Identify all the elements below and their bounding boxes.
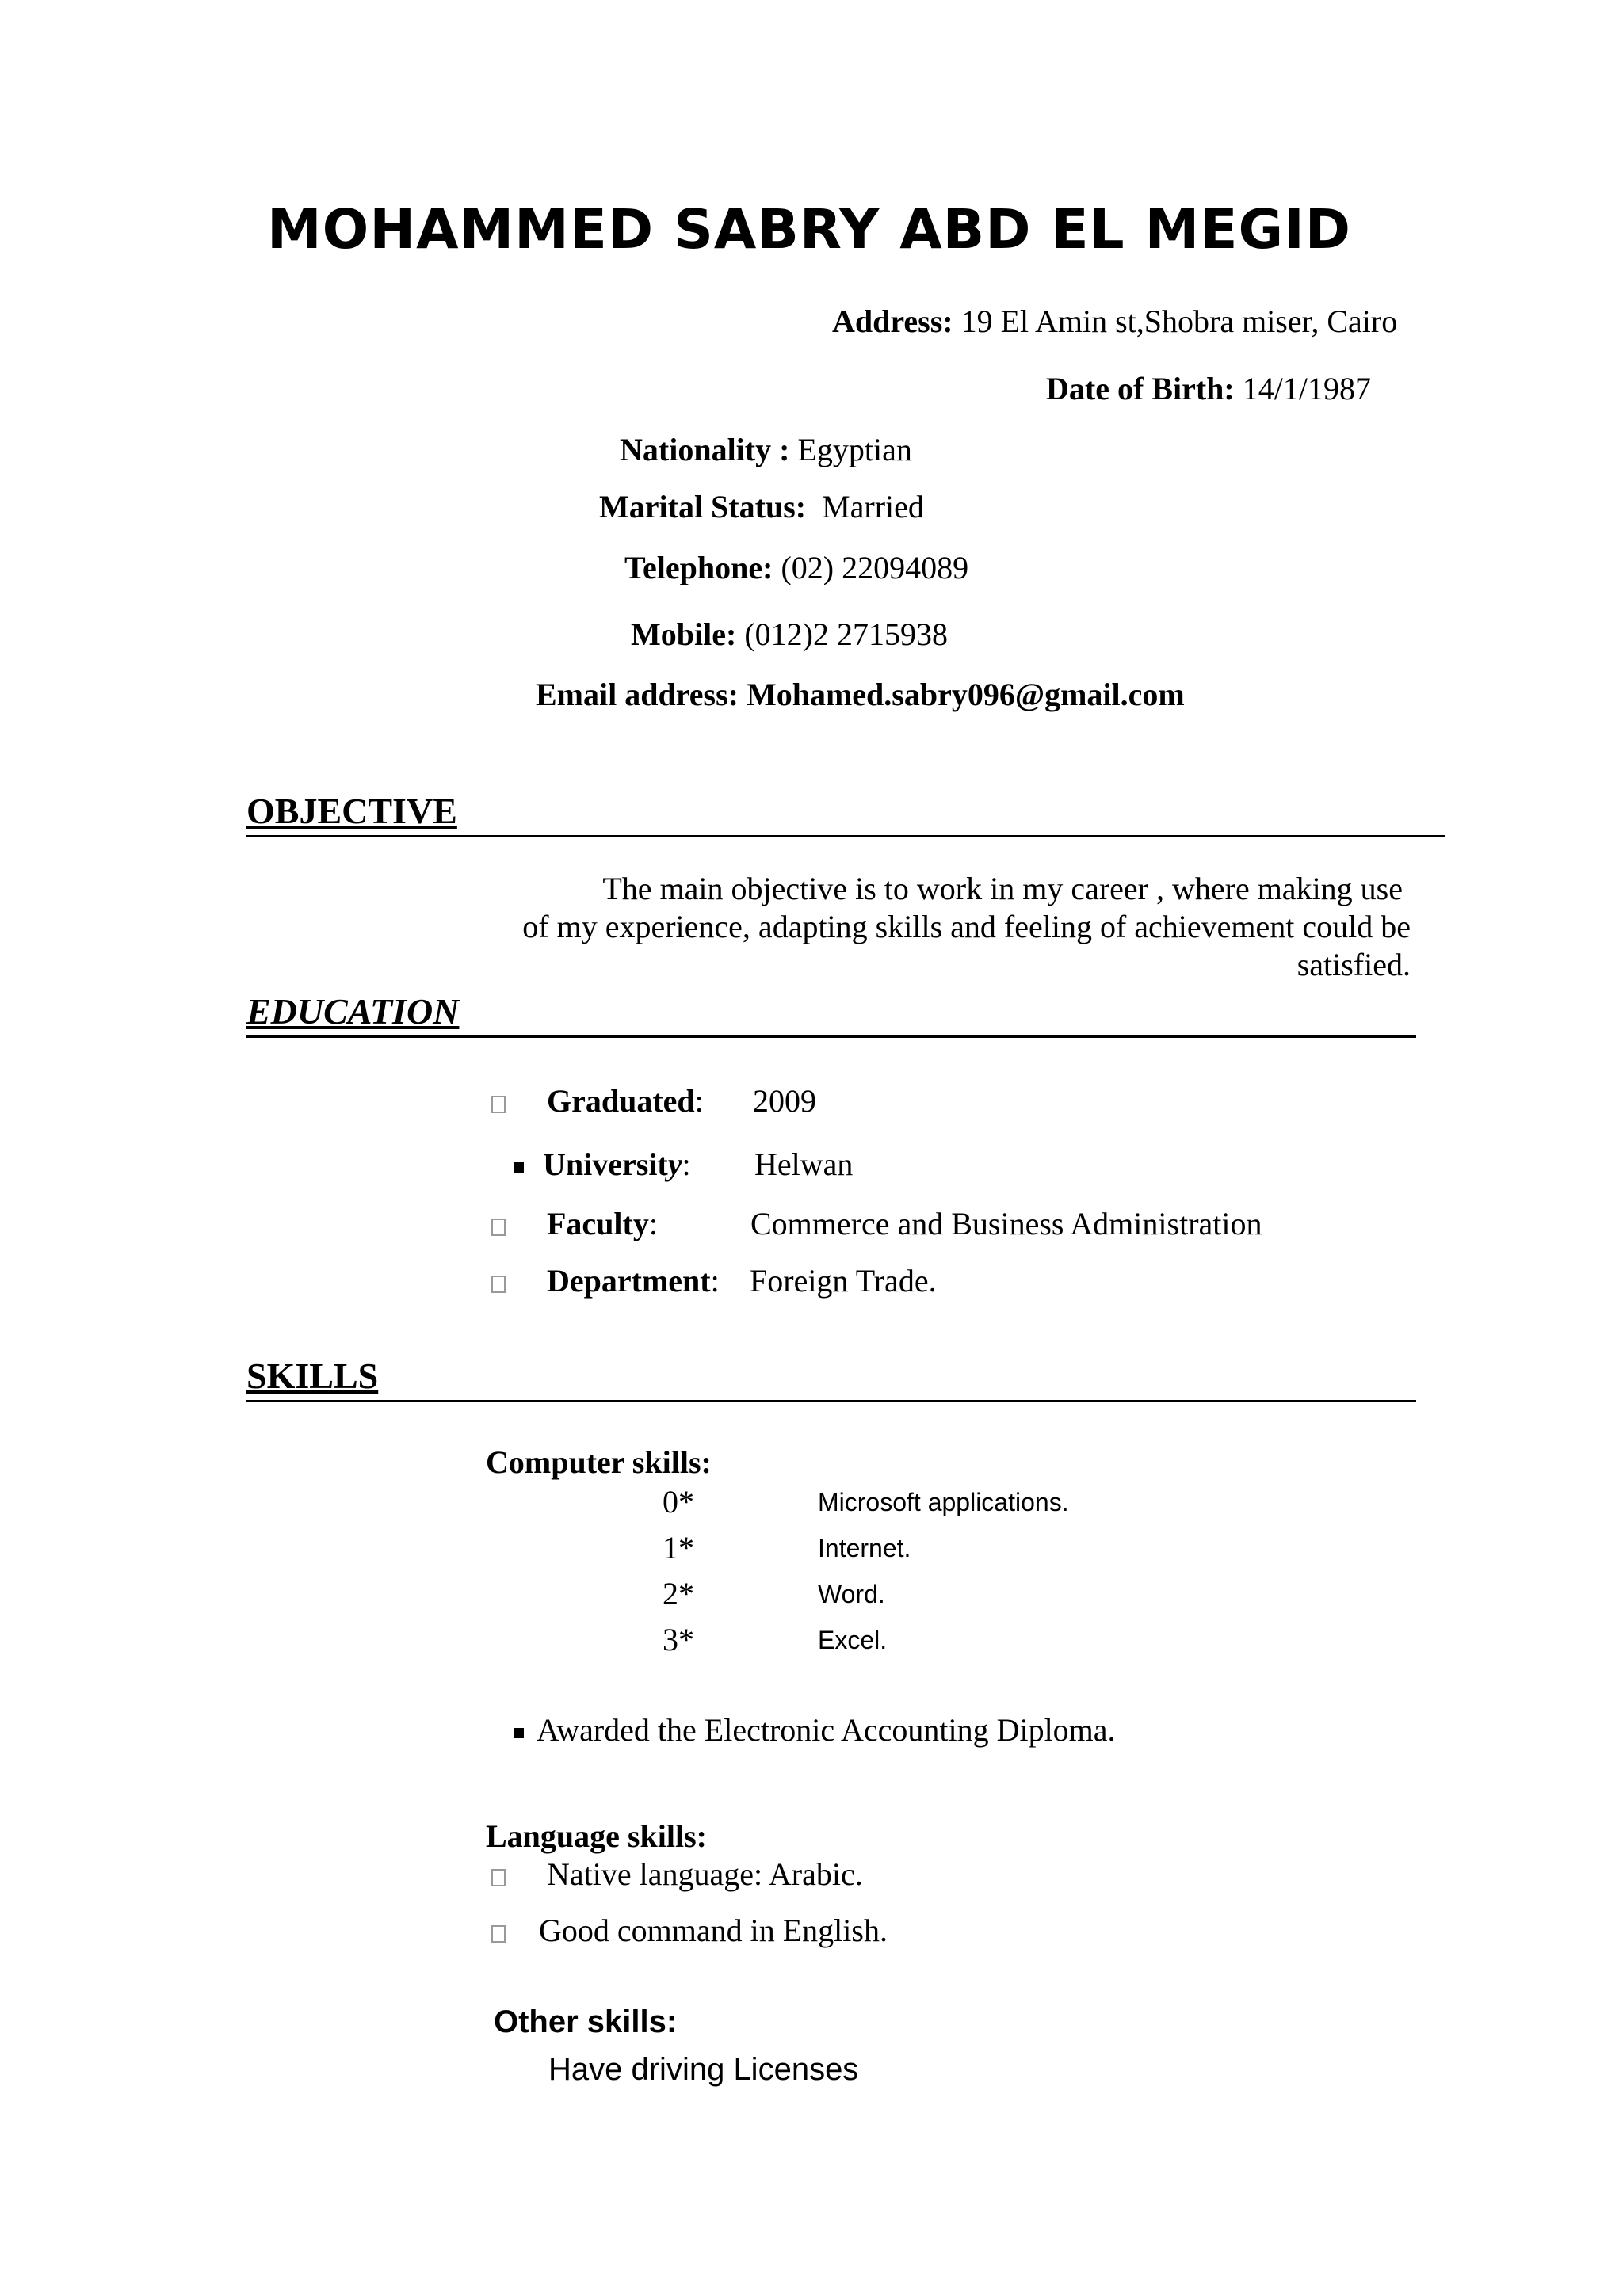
education-sep: :	[694, 1083, 704, 1119]
education-sep: :	[682, 1146, 691, 1182]
objective-heading: OBJECTIVE	[246, 791, 457, 831]
marital-value: Married	[806, 489, 924, 524]
education-value: Helwan	[754, 1146, 854, 1182]
skills-heading: SKILLS	[246, 1356, 379, 1396]
language-item	[491, 1912, 888, 1949]
nationality-value: Egyptian	[789, 432, 912, 467]
objective-rule	[246, 835, 1445, 837]
mobile-line	[631, 616, 948, 653]
computer-skill-text: Microsoft applications.	[818, 1488, 1069, 1516]
computer-skills-title: Computer skills:	[486, 1444, 712, 1480]
address-line	[832, 303, 1397, 340]
language-item	[491, 1855, 863, 1893]
computer-skill-num: 2*	[663, 1576, 694, 1611]
mobile-value: (012)2 2715938	[736, 616, 948, 652]
computer-skill-text: Excel.	[818, 1626, 888, 1654]
language-text: Good command in English.	[539, 1913, 888, 1948]
other-skill-item: Have driving Licenses	[548, 2052, 859, 2087]
telephone-label: Telephone:	[624, 550, 773, 585]
nationality-line	[620, 431, 912, 468]
education-label: Graduated	[547, 1083, 695, 1119]
candidate-name: MOHAMMED SABRY ABD EL MEGID	[267, 198, 1352, 261]
dob-label: Date of Birth:	[1046, 371, 1235, 406]
computer-skill-num: 0*	[663, 1484, 694, 1520]
marital-line	[599, 488, 924, 525]
education-value: Commerce and Business Administration	[750, 1206, 1262, 1241]
education-item	[491, 1262, 937, 1299]
box-bullet-icon	[491, 1276, 506, 1293]
language-skills-title: Language skills:	[486, 1818, 707, 1854]
education-sep: :	[648, 1206, 658, 1241]
computer-skill-num: 1*	[663, 1530, 694, 1566]
email-label: Email address:	[536, 677, 739, 712]
email-line	[536, 676, 1185, 713]
education-label: Faculty	[547, 1206, 649, 1241]
box-bullet-icon	[491, 1096, 506, 1113]
education-label	[543, 1146, 682, 1182]
square-bullet-icon	[514, 1728, 524, 1738]
education-item	[491, 1082, 816, 1119]
other-skills-title: Other skills:	[494, 2004, 678, 2039]
education-item	[491, 1205, 1262, 1242]
education-heading: EDUCATION	[246, 991, 460, 1032]
nationality-label: Nationality :	[620, 432, 790, 467]
computer-skill-text: Word.	[818, 1580, 885, 1608]
objective-line-1: The main objective is to work in my career , where making use	[602, 871, 1403, 906]
language-text: Native language: Arabic.	[547, 1856, 863, 1892]
award-text: Awarded the Electronic Accounting Diploma.	[537, 1712, 1116, 1748]
computer-skill-text: Internet.	[818, 1534, 911, 1562]
objective-line-2: of my experience, adapting skills and feeling of achievement could be	[522, 909, 1411, 944]
address-value: 19 El Amin st,Shobra miser, Cairo	[953, 303, 1398, 339]
box-bullet-icon	[491, 1925, 506, 1943]
address-label: Address:	[832, 303, 953, 339]
skills-rule	[246, 1400, 1416, 1402]
telephone-value: (02) 22094089	[773, 550, 969, 585]
education-label: Department	[547, 1263, 711, 1299]
computer-skill-num: 3*	[663, 1622, 694, 1657]
mobile-label: Mobile:	[631, 616, 737, 652]
education-label-text: Universit	[543, 1146, 668, 1182]
dob-value: 14/1/1987	[1234, 371, 1371, 406]
square-bullet-icon	[514, 1162, 524, 1173]
box-bullet-icon	[491, 1219, 506, 1236]
education-sep: :	[710, 1263, 720, 1299]
award-item	[514, 1711, 1116, 1749]
telephone-line	[624, 549, 968, 586]
education-label-italic: y	[667, 1146, 682, 1182]
dob-line	[1046, 370, 1371, 407]
education-value: Foreign Trade.	[750, 1263, 937, 1299]
objective-text	[475, 870, 1411, 984]
education-item	[491, 1146, 854, 1183]
education-rule	[246, 1035, 1416, 1038]
email-value: Mohamed.sabry096@gmail.com	[738, 677, 1185, 712]
objective-line-3: satisfied.	[1296, 947, 1411, 982]
box-bullet-icon	[491, 1869, 506, 1886]
education-value: 2009	[753, 1083, 816, 1119]
marital-label: Marital Status:	[599, 489, 807, 524]
